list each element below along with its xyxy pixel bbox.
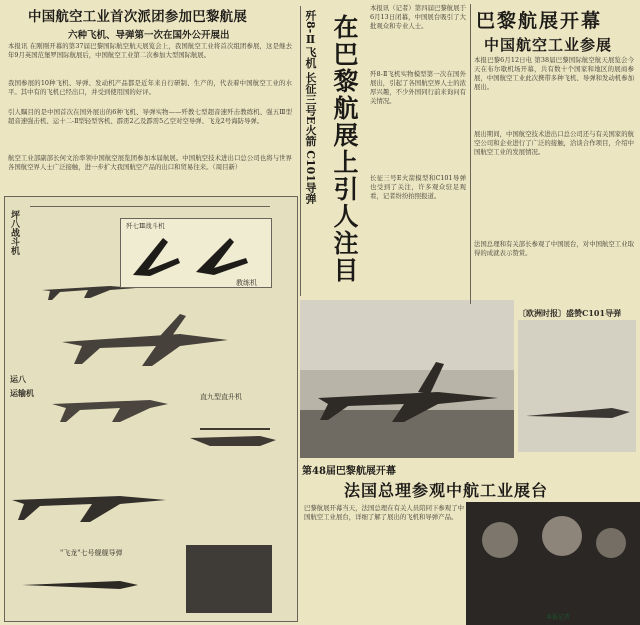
premier-photo [466, 502, 640, 625]
left-paragraph: 本报讯 在刚刚开幕的第37届巴黎国际航空航天展览会上，我国航空工业将首次组团参展，这是继去年9月英国范堡罗国际航展后，中国航空工业第二次参加大型国际航展。 [8, 42, 292, 60]
right-paragraph: 本报巴黎6月12日电 第38届巴黎国际航空航天展览会今天在布尔歇机场开幕，共有数十个国家和地区的展商参展，中国航空工业此次携带多种飞机、导弹和发动机参加展出。 [474, 56, 634, 92]
missile-illustration [20, 565, 140, 605]
right-divider [470, 4, 471, 304]
bottom-paragraph: 巴黎航展开幕当天，法国总理在有关人员陪同下参观了中国航空工业展台，详细了解了展出的飞机和导弹产品。 [304, 504, 464, 522]
trainer-tag: 教练机 [236, 279, 257, 287]
center-vertical-sub: 歼8-Ⅱ飞机 长征三号E火箭 C101导弹 [304, 10, 317, 204]
helicopter-label: 直九型直升机 [200, 393, 242, 401]
aircraft-card-tag: 歼七Ⅲ战斗机 [126, 222, 165, 230]
engine-photo [186, 545, 272, 613]
person-silhouette [596, 528, 626, 558]
left-paragraph: 航空工业部副部长何文治率领中国航空展览团参加本届航展。中国航空技术进出口总公司也将与世界各国航空界人士广泛接触，进一步扩大我国航空产品的出口和贸易往来。（周目新） [8, 154, 292, 172]
jet-formation-illustration [10, 470, 170, 530]
airshow-photo [300, 300, 514, 458]
right-headline-line2: 中国航空工业参展 [484, 36, 613, 54]
center-paragraph: 本报讯（记者）第四届巴黎航展于6月13日闭幕，中国展台吸引了大批观众和专业人士。 [370, 4, 466, 31]
left-paragraph: 我国参展的10种飞机、导弹、发动机产品都是近年来自行研制、生产的，代表着中国航空工业的水平。其中有的飞机已经出口，并受到使用国的好评。 [8, 79, 292, 97]
photo-credit: 本报记者 [546, 614, 571, 621]
center-paragraph: 歼8-Ⅱ飞机实物模型第一次在国外展出，引起了各国航空界人士的浓厚兴趣，不少外国同行前来询问有关情况。 [370, 70, 466, 106]
missile-photo [518, 320, 636, 452]
bottom-headline: 法国总理参观中航工业展台 [344, 481, 549, 500]
jet-icon [192, 228, 262, 278]
right-photo-caption: 〔欧洲时报〕盛赞C101导弹 [518, 308, 622, 318]
right-paragraph: 展出期间，中国航空技术进出口总公司还与有关国家的航空公司和企业进行了广泛的接触，洽谈合作项目，介绍中国航空工业的发展情况。 [474, 130, 634, 157]
helicopter-illustration [180, 412, 290, 462]
center-paragraph: 长征三号E火箭模型和C101导弹也受到了关注，许多观众驻足观看，记者纷纷拍照报道。 [370, 174, 466, 201]
bomber-illustration [60, 306, 230, 376]
cruise-missile-label: "飞龙"七号舰舰导弹 [60, 549, 123, 557]
right-paragraph: 法国总理和有关部长参观了中国展台，对中国航空工业取得的成就表示赞赏。 [474, 240, 634, 258]
clipping-top-rule [30, 206, 270, 207]
left-paragraph: 引人瞩目的是中国首次在国外展出的6种飞机、导弹实物——歼教七型超音速歼击教练机、强五Ⅲ型超音速强击机、运十二-Ⅱ型轻型客机、霹雳2乙及霹雳5乙空对空导弹、飞龙2号海防导弹。 [8, 108, 292, 126]
transport-illustration [50, 378, 170, 428]
missile-icon [522, 390, 632, 440]
center-vertical-headline: 在巴黎航展上引人注目 [330, 14, 359, 284]
bottom-kicker: 第48届巴黎航展开幕 [302, 466, 396, 477]
center-divider [300, 6, 301, 296]
left-subheadline: 六种飞机、导弹第一次在国外公开展出 [68, 30, 230, 41]
left-headline: 中国航空工业首次派团参加巴黎航展 [28, 9, 248, 25]
transport-label: 运八 [10, 374, 26, 384]
clipping-left-strip: 坪八战斗机 [9, 210, 19, 255]
jet-icon [128, 230, 198, 280]
person-silhouette [482, 522, 518, 558]
fighter-jet-icon [308, 348, 508, 428]
right-headline-line1: 巴黎航展开幕 [476, 10, 603, 32]
person-silhouette [542, 516, 582, 556]
transport-label-2: 运输机 [10, 388, 34, 398]
